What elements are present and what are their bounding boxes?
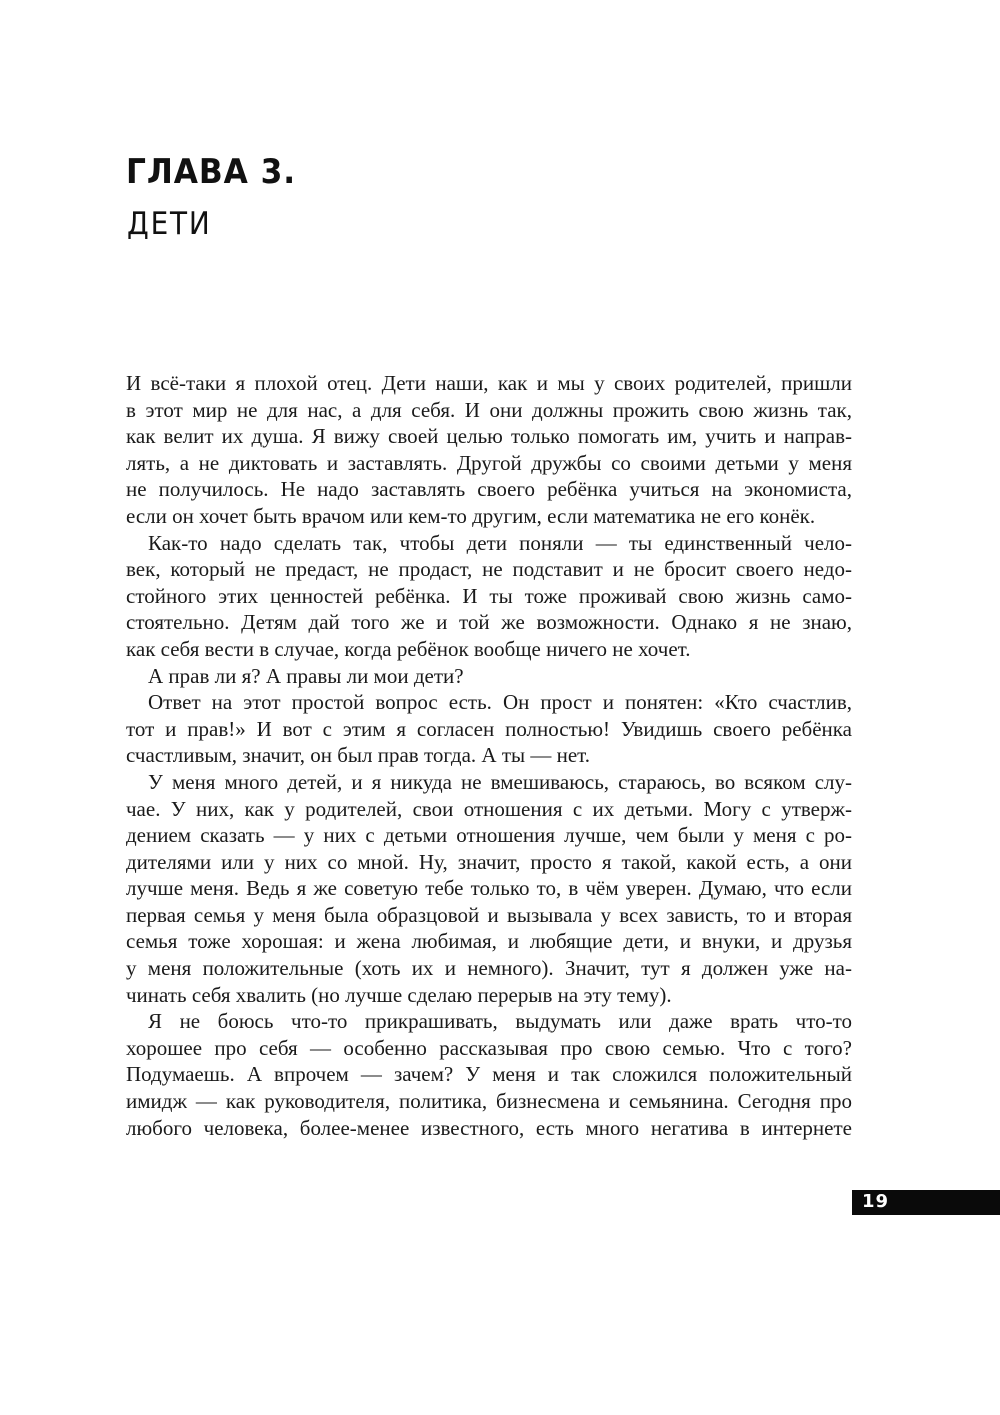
text-line: Подумаешь. А впрочем — зачем? У меня и так сложился положительный	[126, 1062, 852, 1087]
body-text	[126, 370, 852, 1141]
text-line: У меня много детей, и я никуда не вмешиваюсь, стараюсь, во всяком слу-	[148, 769, 852, 794]
text-line: Как-то надо сделать так, чтобы дети поняли — ты единственный чело-	[148, 530, 852, 555]
page-number: 19	[862, 1191, 890, 1212]
text-line: тот и прав!» И вот с этим я согласен полностью! Увидишь своего ребёнка	[126, 716, 852, 741]
text-line: дителями или у них со мной. Ну, значит, просто я такой, какой есть, а они	[126, 849, 852, 874]
chapter-title: ДЕТИ	[127, 206, 212, 242]
text-line: чинать себя хвалить (но лучше сделаю перерыв на эту тему).	[126, 982, 672, 1007]
text-line: как велит их душа. Я вижу своей целью только помогать им, учить и направ-	[126, 424, 852, 449]
text-line: в этот мир не для нас, а для себя. И они должны прожить свою жизнь так,	[126, 397, 852, 422]
text-line: И всё-таки я плохой отец. Дети наши, как и мы у своих родителей, пришли	[126, 371, 852, 395]
text-line: если он хочет быть врачом или кем-то другим, если математика не его конёк.	[126, 503, 816, 528]
text-line: первая семья у меня была образцовой и вызывала у всех зависть, то и вторая	[126, 902, 852, 927]
chapter-number: ГЛАВА 3.	[126, 152, 297, 192]
text-line: любого человека, более-менее известного, есть много негатива в интернете	[126, 1115, 852, 1140]
text-line: лять, а не диктовать и заставлять. Другой дружбы со своими детьми у меня	[126, 450, 852, 475]
text-line: стойного этих ценностей ребёнка. И ты тоже проживай свою жизнь само-	[126, 583, 852, 608]
text-line: не получилось. Не надо заставлять своего ребёнка учиться на экономиста,	[126, 477, 852, 502]
text-line: хорошее про себя — особенно рассказывая про свою семью. Что с того?	[126, 1035, 852, 1060]
text-line: у меня положительные (хоть их и немного). Значит, тут я должен уже на-	[126, 956, 852, 981]
text-line: имидж — как руководителя, политика, бизнесмена и семьянина. Сегодня про	[126, 1089, 852, 1114]
text-line: стоятельно. Детям дай того же и той же возможности. Однако я не знаю,	[126, 610, 852, 635]
text-line: Ответ на этот простой вопрос есть. Он прост и понятен: «Кто счастлив,	[148, 690, 852, 715]
text-line: как себя вести в случае, когда ребёнок вообще ничего не хочет.	[126, 636, 691, 661]
text-line: век, который не предаст, не продаст, не подставит и не бросит своего недо-	[126, 557, 852, 582]
text-line: семья тоже хорошая: и жена любимая, и любящие дети, и внуки, и друзья	[126, 929, 852, 954]
text-line: А прав ли я? А правы ли мои дети?	[148, 663, 464, 688]
text-line: Я не боюсь что-то прикрашивать, выдумать или даже врать что-то	[148, 1009, 852, 1034]
text-line: дением сказать — у них с детьми отношения лучше, чем были у меня с ро-	[126, 823, 852, 848]
text-line: счастливым, значит, он был прав тогда. А ты — нет.	[126, 743, 591, 768]
text-line: чае. У них, как у родителей, свои отношения с их детьми. Могу с утверж-	[126, 796, 852, 821]
text-line: лучше меня. Ведь я же советую тебе только то, в чём уверен. Думаю, что если	[126, 876, 852, 901]
page-number-tab	[852, 1190, 1000, 1215]
